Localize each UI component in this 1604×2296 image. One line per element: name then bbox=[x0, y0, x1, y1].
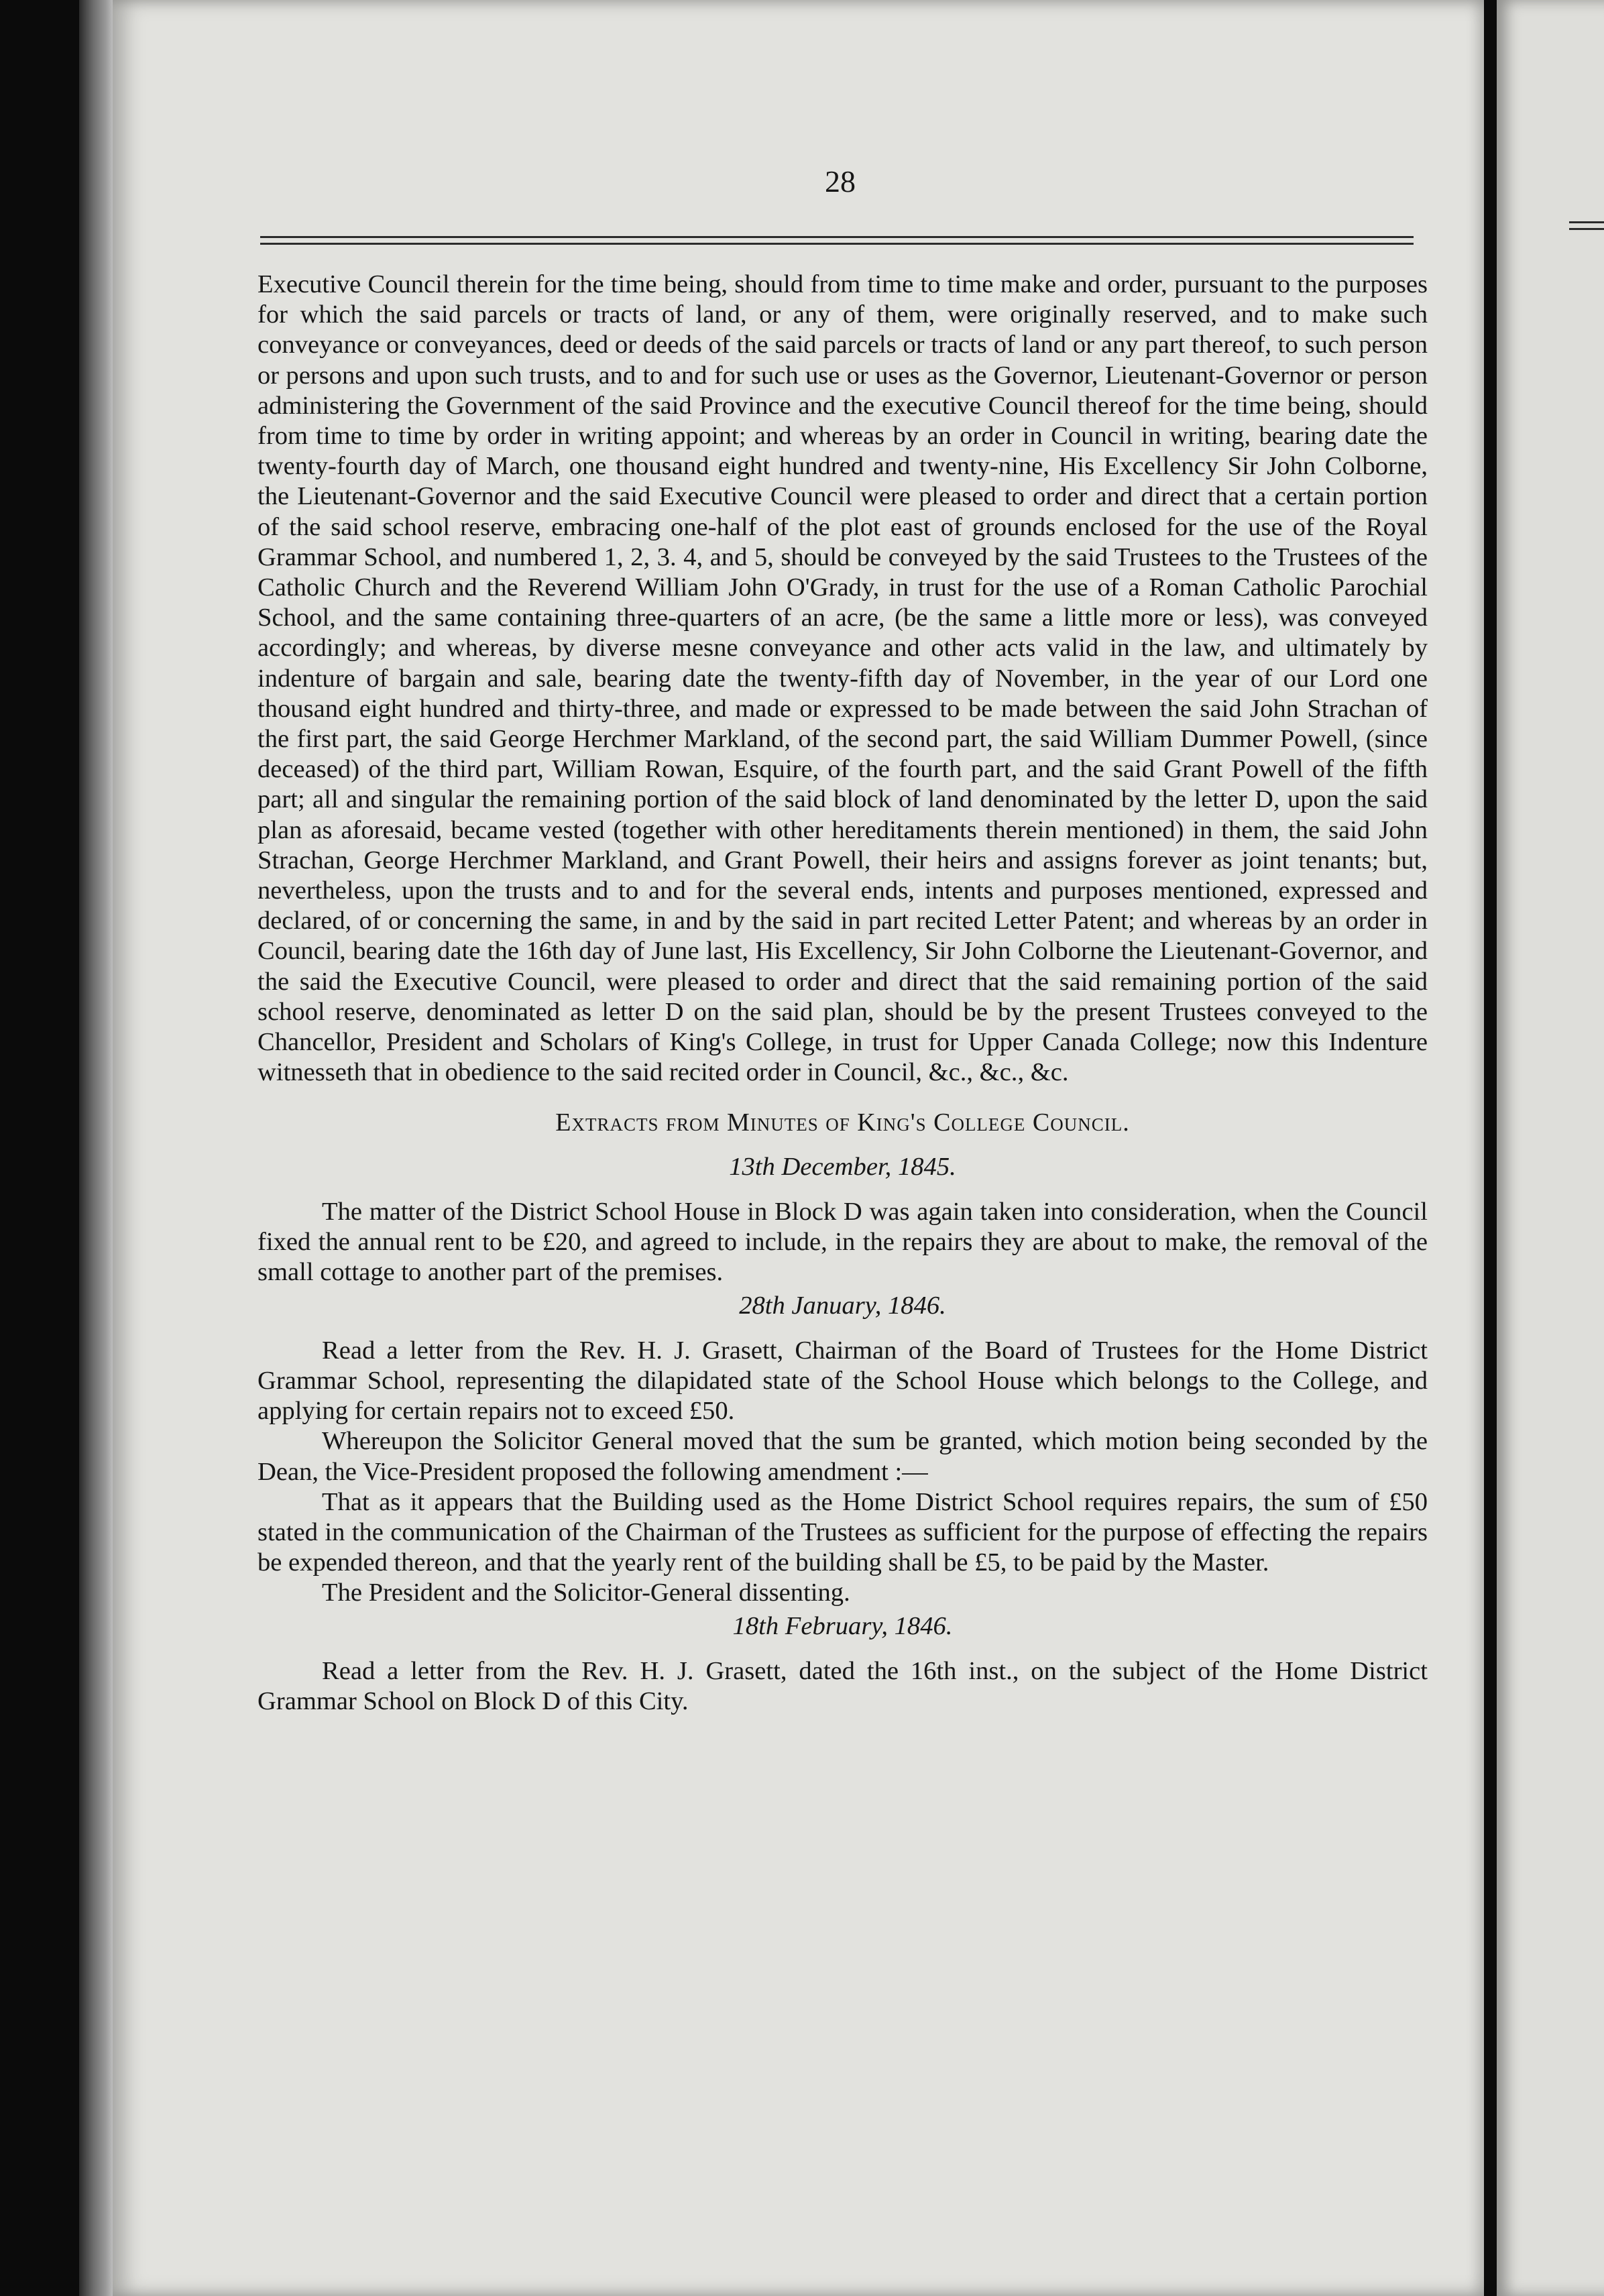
paragraph: Read a letter from the Rev. H. J. Grasett, dated the 16th inst., on the subject of the Home District Grammar School on Block D of this City. bbox=[257, 1656, 1428, 1715]
facing-page bbox=[1497, 0, 1604, 2296]
facing-page-rule bbox=[1569, 228, 1604, 230]
paragraph: The matter of the District School House in Block D was again taken into consideration, when the Council fixed the annual rent to be £20, and agreed to include, in the repairs they are about to make, the removal of the small cottage to another part of the premises. bbox=[257, 1197, 1428, 1287]
minute-date: 13th December, 1845. bbox=[729, 1152, 956, 1181]
header-rule-bottom bbox=[260, 243, 1414, 245]
page-number: 28 bbox=[825, 164, 856, 198]
paragraph: That as it appears that the Building used as the Home District School requires repairs, the sum of £50 stated in the communication of the Chairman of the Trustees as sufficient for the purpose of effecting the repairs be expended thereon, and that the yearly rent of the building shall be £5, to be paid by the Master. bbox=[257, 1487, 1428, 1577]
paragraph: Whereupon the Solicitor General moved that the sum be granted, which motion being seconded by the Dean, the Vice-President proposed the following amendment :— bbox=[257, 1427, 1428, 1486]
paragraph: Read a letter from the Rev. H. J. Grasett, Chairman of the Board of Trustees for the Home District Grammar School, representing the dilapidated state of the School House which belongs to the College, and applying for certain repairs not to exceed £50. bbox=[257, 1336, 1428, 1426]
facing-page-rule bbox=[1569, 221, 1604, 223]
paragraph: The President and the Solicitor-General dissenting. bbox=[322, 1578, 850, 1607]
minute-date: 28th January, 1846. bbox=[739, 1291, 946, 1320]
header-rule-top bbox=[260, 236, 1414, 238]
minute-date: 18th February, 1846. bbox=[732, 1611, 953, 1640]
section-heading: Extracts from Minutes of King's College Council. bbox=[555, 1108, 1130, 1137]
paragraph: Executive Council therein for the time being, should from time to time make and order, pursuant to the purposes for which the said parcels or tracts of land, or any of them, were originally reserved, and to make such conveyance or conveyances, deed or deeds of the said parcels or tracts of land or any part thereof, to such person or persons and upon such trusts, and to and for such use or uses as the Governor, Lieutenant-Governor or person administering the Government of the said Province and the executive Council thereof for the time being, should from time to time by order in writing appoint; and whereas by an order in Council in writing, bearing date the twenty-fourth day of March, one thousand eight hundred and twenty-nine, His Excellency Sir John Colborne, the Lieutenant-Governor and the said Executive Council were pleased to order and direct that a certain portion of the said school reserve, embracing one-half of the plot east of grounds enclosed for the use of the Royal Grammar School, and numbered 1, 2, 3. 4, and 5, should be conveyed by the said Trustees to the Trustees of the Catholic Church and the Reverend William John O'Grady, in trust for the use of a Roman Catholic Parochial School, and the same containing three-quarters of an acre, (be the same a little more or less), was conveyed accordingly; and whereas, by diverse mesne conveyance and other acts valid in the law, and ultimately by indenture of bargain and sale, bearing date the twenty-fifth day of November, in the year of our Lord one thousand eight hundred and thirty-three, and made or expressed to be made between the said John Strachan of the first part, the said George Herchmer Markland, of the second part, the said William Dummer Powell, (since deceased) of the third part, William Rowan, Esquire, of the fourth part, and the said Grant Powell of the fifth part; all and singular the remaining portion of the said block of land denominated by the letter D, upon the said plan as aforesaid, became vested (together with other hereditaments therein mentioned) in them, the said John Strachan, George Herchmer Markland, and Grant Powell, their heirs and assigns forever as joint tenants; but, nevertheless, upon the trusts and to and for the several ends, intents and purposes mentioned, expressed and declared, of or concerning the same, in and by the said in part recited Letter Patent; and whereas by an order in Council, bearing date the 16th day of June last, His Excellency, Sir John Colborne the Lieutenant-Governor, and the said the Executive Council, were pleased to order and direct that the said remaining portion of the said school reserve, denominated as letter D on the said plan, should be by the present Trustees conveyed to the Chancellor, President and Scholars of King's College, in trust for Upper Canada College; now this Indenture witnesseth that in obedience to the said recited order in Council, &c., &c., &c. bbox=[257, 270, 1428, 1087]
book-gutter bbox=[79, 0, 113, 2296]
body-text bbox=[257, 270, 1428, 1717]
